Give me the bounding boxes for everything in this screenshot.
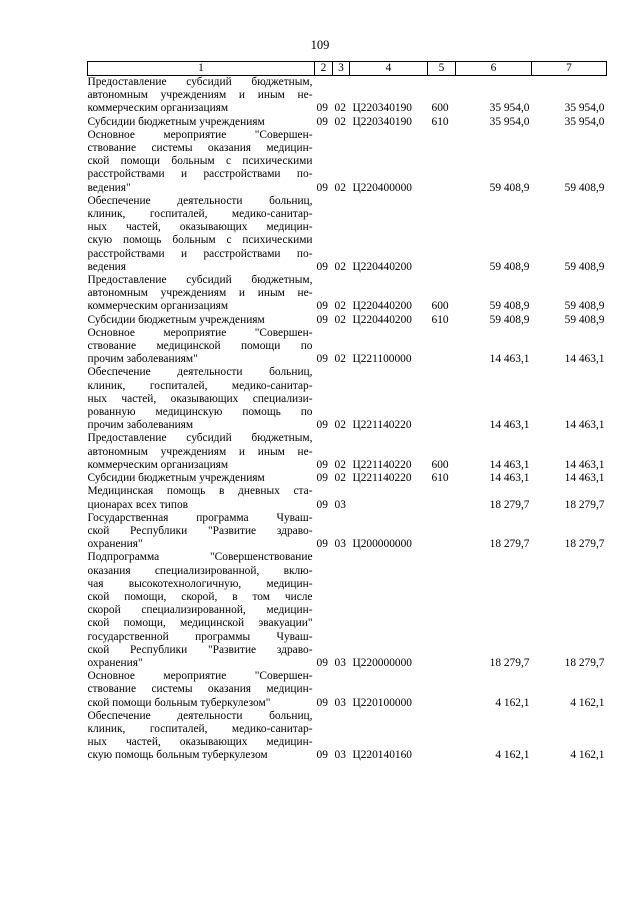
row-name-line: ных частей, оказывающих медицин- bbox=[87, 736, 313, 749]
row-section: 09 bbox=[316, 300, 328, 313]
row-name-line: Медицинская помощь в дневных ста- bbox=[87, 485, 313, 498]
row-section: 09 bbox=[316, 353, 328, 366]
row-section: 09 bbox=[316, 102, 328, 115]
row-amount-2: 4 162,1 bbox=[570, 749, 605, 762]
row-name bbox=[88, 485, 315, 511]
row-name bbox=[88, 670, 315, 710]
row-amount-1: 59 408,9 bbox=[489, 300, 530, 313]
row-amount-2: 18 279,7 bbox=[564, 656, 605, 669]
row-expense-type: 610 bbox=[431, 313, 449, 326]
row-section: 09 bbox=[316, 498, 328, 511]
row-name-line: Предоставление субсидий бюджетным, bbox=[87, 76, 313, 88]
row-expense-type: 610 bbox=[431, 115, 449, 128]
budget-table bbox=[87, 61, 607, 763]
row-subsection: 03 bbox=[334, 696, 346, 709]
row-expense-type bbox=[428, 195, 456, 274]
row-subsection: 03 bbox=[334, 749, 346, 762]
row-amount-1: 14 463,1 bbox=[489, 472, 530, 485]
table-row bbox=[88, 472, 607, 485]
row-subsection: 02 bbox=[334, 115, 346, 128]
header-col-2: 2 bbox=[315, 62, 333, 76]
row-name-line: Предоставление субсидий бюджетным, bbox=[87, 432, 313, 445]
row-section: 09 bbox=[316, 538, 328, 551]
row-name-line: Государственная программа Чуваш- bbox=[87, 511, 313, 524]
row-subsection: 02 bbox=[334, 300, 346, 313]
row-name-line: ствование системы оказания медицин- bbox=[87, 683, 313, 696]
row-amount-2: 18 279,7 bbox=[564, 538, 605, 551]
row-amount-2: 59 408,9 bbox=[564, 181, 605, 194]
table-row bbox=[88, 710, 607, 763]
row-section: 09 bbox=[316, 419, 328, 432]
row-amount-2: 59 408,9 bbox=[564, 300, 605, 313]
row-subsection: 02 bbox=[334, 458, 346, 471]
row-section: 09 bbox=[316, 115, 328, 128]
table-row bbox=[88, 129, 607, 195]
row-amount-1: 4 162,1 bbox=[495, 696, 530, 709]
row-name bbox=[88, 195, 315, 274]
row-name-line: ствование медицинской помощи по bbox=[87, 340, 313, 353]
row-target-article: Ц220140160 bbox=[352, 749, 412, 762]
row-name-line: ведения bbox=[87, 260, 126, 273]
row-name-line: автономным учреждениям и иным не- bbox=[87, 445, 313, 458]
row-target-article: Ц220000000 bbox=[352, 656, 412, 669]
table-row bbox=[88, 116, 607, 129]
row-name-line: ской помощи, скорой, в том числе bbox=[87, 590, 313, 603]
row-amount-2: 35 954,0 bbox=[564, 102, 605, 115]
row-amount-1: 14 463,1 bbox=[489, 353, 530, 366]
row-name-line: ционарах всех типов bbox=[87, 498, 189, 511]
table-row bbox=[88, 432, 607, 472]
row-name-line: коммерческим организациям bbox=[87, 300, 229, 313]
row-name-line: ской помощи больным туберкулезом" bbox=[87, 696, 271, 709]
header-col-4: 4 bbox=[350, 62, 428, 76]
row-name-line: ской Республики "Развитие здраво- bbox=[87, 643, 313, 656]
row-name-line: скорой специализированной, медицин- bbox=[87, 604, 313, 617]
row-amount-1: 35 954,0 bbox=[489, 102, 530, 115]
row-target-article: Ц221140220 bbox=[352, 458, 412, 471]
row-name-line: рованную медицинскую помощь по bbox=[87, 406, 313, 419]
row-name-line: ской помощи больным с психическими bbox=[87, 155, 313, 168]
row-target-article: Ц221140220 bbox=[352, 419, 412, 432]
row-subsection: 02 bbox=[334, 181, 346, 194]
row-target-article: Ц220440200 bbox=[352, 260, 412, 273]
row-name bbox=[88, 551, 315, 670]
row-subsection: 03 bbox=[334, 498, 346, 511]
row-name bbox=[88, 512, 315, 552]
row-subsection: 02 bbox=[334, 472, 346, 485]
table-row bbox=[88, 670, 607, 710]
row-name bbox=[88, 76, 315, 116]
header-col-3: 3 bbox=[333, 62, 350, 76]
row-expense-type: 600 bbox=[431, 458, 449, 471]
row-target-article: Ц221100000 bbox=[352, 353, 412, 366]
row-name-line: государственной программы Чуваш- bbox=[87, 630, 313, 643]
row-name-line: ных частей, оказывающих медицин- bbox=[87, 221, 313, 234]
row-expense-type: 600 bbox=[431, 300, 449, 313]
row-name-line: Подпрограмма "Совершенствование bbox=[87, 551, 313, 564]
row-expense-type bbox=[428, 485, 456, 511]
table-row bbox=[88, 512, 607, 552]
row-expense-type bbox=[428, 129, 456, 195]
row-name-line: скую помощь больным с психическими bbox=[87, 234, 313, 247]
row-expense-type bbox=[428, 327, 456, 367]
row-amount-2: 14 463,1 bbox=[564, 472, 605, 485]
row-subsection: 02 bbox=[334, 102, 346, 115]
row-section: 09 bbox=[316, 472, 328, 485]
row-amount-2: 59 408,9 bbox=[564, 313, 605, 326]
row-name bbox=[88, 129, 315, 195]
row-name-line: коммерческим организациям bbox=[87, 102, 229, 115]
row-section: 09 bbox=[316, 260, 328, 273]
table-row bbox=[88, 76, 607, 116]
row-amount-2: 4 162,1 bbox=[570, 696, 605, 709]
row-amount-2: 59 408,9 bbox=[564, 260, 605, 273]
row-name-line: охранения" bbox=[87, 538, 143, 551]
row-target-article: Ц200000000 bbox=[352, 538, 412, 551]
header-col-6: 6 bbox=[456, 62, 532, 76]
row-name-line: Обеспечение деятельности больниц, bbox=[87, 709, 313, 722]
row-name-line: расстройствами и расстройствами по- bbox=[87, 247, 313, 260]
row-name-line: Субсидии бюджетным учреждениям bbox=[87, 313, 265, 326]
row-amount-1: 59 408,9 bbox=[489, 260, 530, 273]
row-name-line: Субсидии бюджетным учреждениям bbox=[87, 472, 265, 485]
row-name-line: скую помощь больным туберкулезом bbox=[87, 749, 268, 762]
row-target-article: Ц221140220 bbox=[352, 472, 412, 485]
row-expense-type bbox=[428, 670, 456, 710]
row-section: 09 bbox=[316, 696, 328, 709]
row-expense-type: 610 bbox=[431, 472, 449, 485]
row-subsection: 02 bbox=[334, 419, 346, 432]
header-col-5: 5 bbox=[428, 62, 456, 76]
row-name-line: ской Республики "Развитие здраво- bbox=[87, 524, 313, 537]
table-row bbox=[88, 551, 607, 670]
row-target-article: Ц220440200 bbox=[352, 300, 412, 313]
row-expense-type bbox=[428, 710, 456, 763]
table-row bbox=[88, 366, 607, 432]
row-name-line: расстройствами и расстройствами по- bbox=[87, 168, 313, 181]
row-name-line: прочим заболеваниям bbox=[87, 419, 194, 432]
row-amount-1: 14 463,1 bbox=[489, 458, 530, 471]
row-name bbox=[88, 366, 315, 432]
row-section: 09 bbox=[316, 181, 328, 194]
row-name bbox=[88, 327, 315, 367]
row-section: 09 bbox=[316, 313, 328, 326]
header-col-7: 7 bbox=[532, 62, 607, 76]
row-name-line: Основное мероприятие "Совершен- bbox=[87, 326, 313, 339]
header-col-1: 1 bbox=[88, 62, 315, 76]
row-name bbox=[88, 432, 315, 472]
row-name-line: прочим заболеваниям" bbox=[87, 353, 198, 366]
row-amount-1: 59 408,9 bbox=[489, 313, 530, 326]
row-subsection: 02 bbox=[334, 313, 346, 326]
row-amount-1: 35 954,0 bbox=[489, 115, 530, 128]
row-amount-2: 18 279,7 bbox=[564, 498, 605, 511]
row-name-line: Обеспечение деятельности больниц, bbox=[87, 366, 313, 379]
row-amount-1: 4 162,1 bbox=[495, 749, 530, 762]
row-target-article: Ц220400000 bbox=[352, 181, 412, 194]
row-name bbox=[88, 710, 315, 763]
row-name-line: клиник, госпиталей, медико-санитар- bbox=[87, 722, 313, 735]
row-amount-2: 14 463,1 bbox=[564, 353, 605, 366]
row-target-article: Ц220340190 bbox=[352, 115, 412, 128]
row-subsection: 03 bbox=[334, 538, 346, 551]
table-header-row bbox=[88, 62, 607, 76]
table-row bbox=[88, 485, 607, 511]
row-name-line: Основное мероприятие "Совершен- bbox=[87, 128, 313, 141]
row-name bbox=[88, 472, 315, 485]
row-name bbox=[88, 274, 315, 314]
row-name-line: клиник, госпиталей, медико-санитар- bbox=[87, 208, 313, 221]
row-name bbox=[88, 116, 315, 129]
row-name-line: Основное мероприятие "Совершен- bbox=[87, 670, 313, 683]
row-name-line: Субсидии бюджетным учреждениям bbox=[87, 115, 265, 128]
row-expense-type bbox=[428, 366, 456, 432]
row-name-line: клиник, госпиталей, медико-санитар- bbox=[87, 379, 313, 392]
row-amount-1: 18 279,7 bbox=[489, 498, 530, 511]
row-amount-1: 18 279,7 bbox=[489, 656, 530, 669]
row-name-line: автономным учреждениям и иным не- bbox=[87, 287, 313, 300]
row-name-line: Обеспечение деятельности больниц, bbox=[87, 194, 313, 207]
row-target-article: Ц220100000 bbox=[352, 696, 412, 709]
row-section: 09 bbox=[316, 458, 328, 471]
table-row bbox=[88, 274, 607, 314]
row-amount-2: 35 954,0 bbox=[564, 115, 605, 128]
row-target-article: Ц220440200 bbox=[352, 313, 412, 326]
table-row bbox=[88, 314, 607, 327]
row-subsection: 03 bbox=[334, 656, 346, 669]
row-amount-2: 14 463,1 bbox=[564, 419, 605, 432]
table-body bbox=[88, 76, 607, 763]
row-name-line: охранения" bbox=[87, 656, 143, 669]
row-name-line: ных частей, оказывающих специализи- bbox=[87, 392, 313, 405]
row-expense-type bbox=[428, 551, 456, 670]
row-name-line: оказания специализированной, вклю- bbox=[87, 564, 313, 577]
row-expense-type: 600 bbox=[431, 102, 449, 115]
row-target-article: Ц220340190 bbox=[352, 102, 412, 115]
row-subsection: 02 bbox=[334, 260, 346, 273]
row-name-line: автономным учреждениям и иным не- bbox=[87, 89, 313, 102]
row-expense-type bbox=[428, 512, 456, 552]
row-name-line: ствование системы оказания медицин- bbox=[87, 142, 313, 155]
row-name-line: чая высокотехнологичную, медицин- bbox=[87, 577, 313, 590]
row-section: 09 bbox=[316, 656, 328, 669]
page-number: 109 bbox=[310, 38, 330, 52]
row-name bbox=[88, 314, 315, 327]
row-amount-2: 14 463,1 bbox=[564, 458, 605, 471]
table-row bbox=[88, 327, 607, 367]
row-amount-1: 59 408,9 bbox=[489, 181, 530, 194]
row-section: 09 bbox=[316, 749, 328, 762]
row-name-line: ведения" bbox=[87, 181, 131, 194]
row-target-article bbox=[350, 485, 428, 511]
row-name-line: ской помощи, медицинской эвакуации" bbox=[87, 617, 313, 630]
row-name-line: коммерческим организациям bbox=[87, 458, 229, 471]
table-row bbox=[88, 195, 607, 274]
row-subsection: 02 bbox=[334, 353, 346, 366]
row-name-line: Предоставление субсидий бюджетным, bbox=[87, 274, 313, 287]
row-amount-1: 14 463,1 bbox=[489, 419, 530, 432]
row-amount-1: 18 279,7 bbox=[489, 538, 530, 551]
